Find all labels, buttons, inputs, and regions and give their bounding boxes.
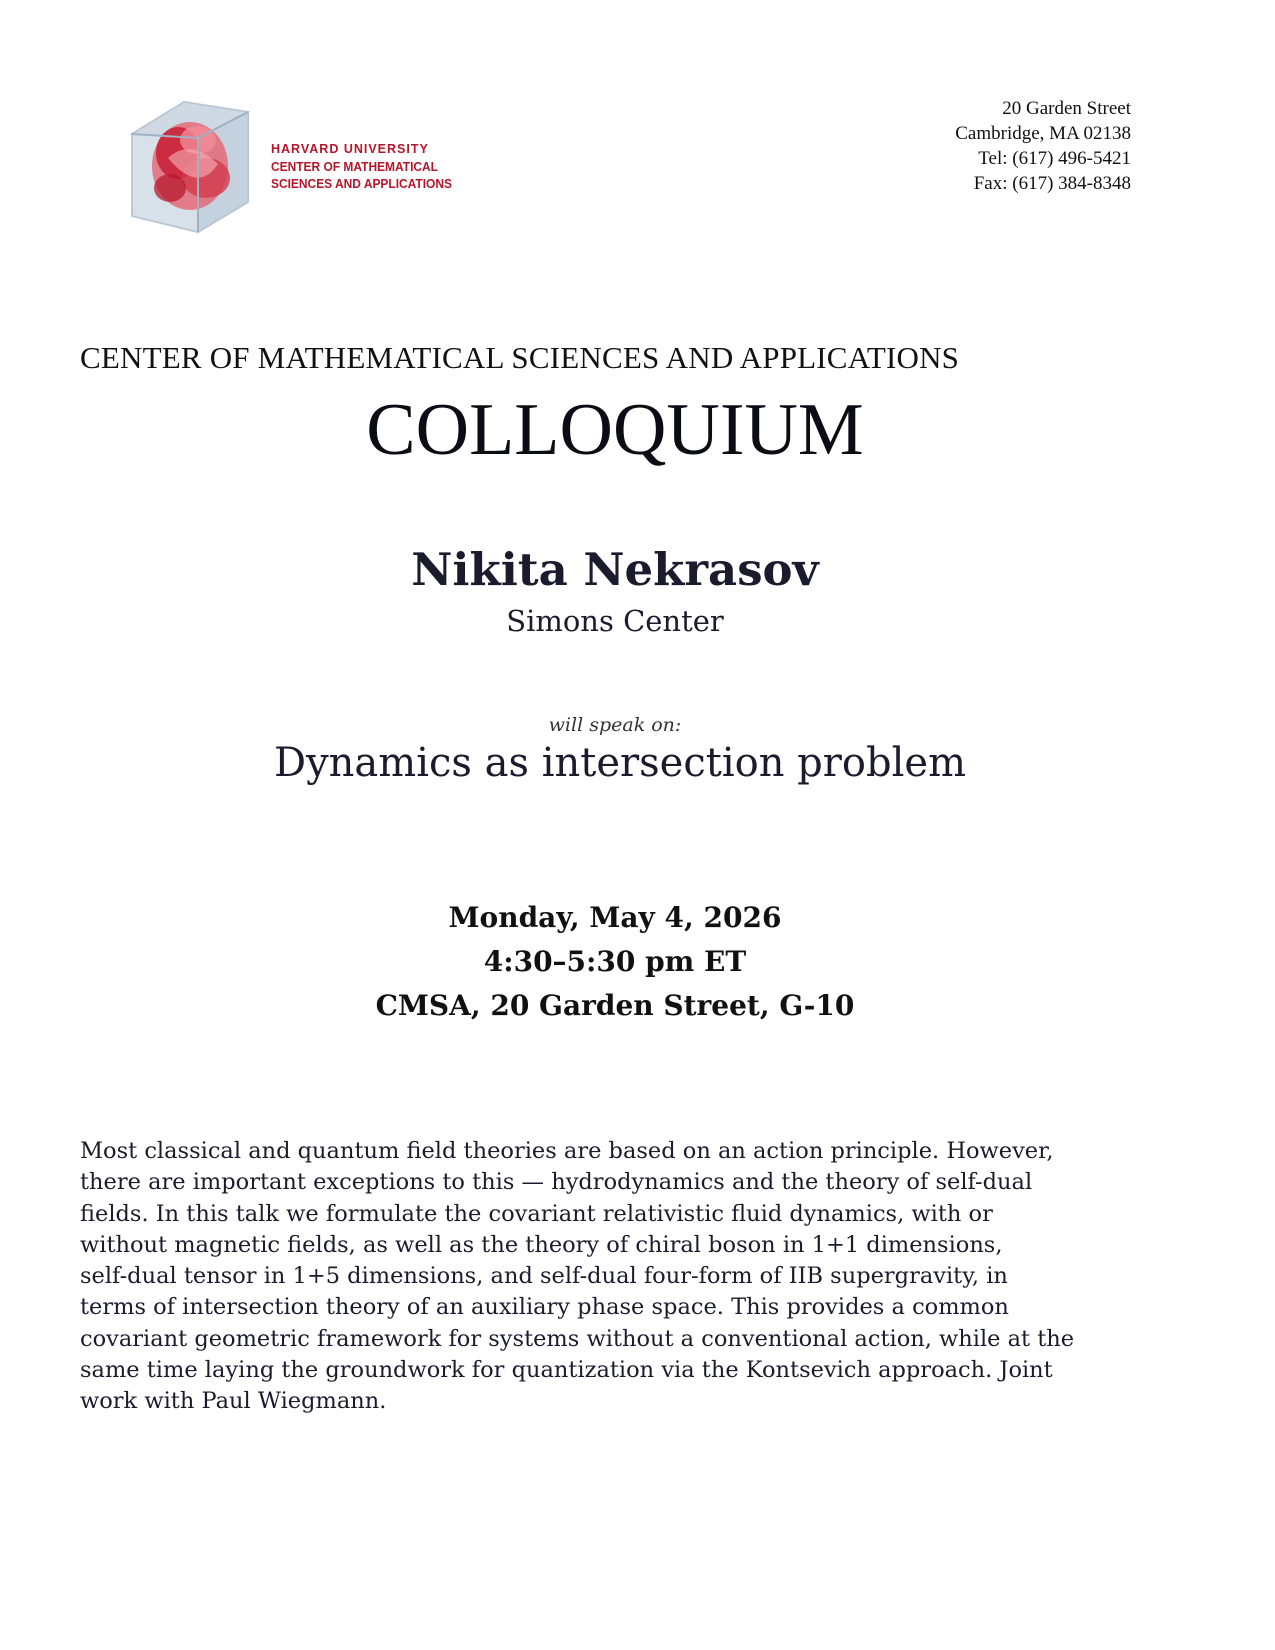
logo-text <box>271 141 468 192</box>
address-street: 20 Garden Street <box>1002 98 1131 119</box>
logo-line-2: CENTER OF MATHEMATICAL <box>271 159 438 174</box>
cmsa-cube-logo-icon <box>128 98 268 234</box>
abstract-line: terms of intersection theory of an auxiliary phase space. This provides a common <box>80 1294 1009 1321</box>
abstract-line: work with Paul Wiegmann. <box>80 1388 387 1415</box>
event-date: Monday, May 4, 2026 <box>448 901 782 934</box>
logo-line-3: SCIENCES AND APPLICATIONS <box>271 176 452 191</box>
abstract-line: fields. In this talk we formulate the covariant relativistic fluid dynamics, with or <box>80 1200 993 1227</box>
abstract-line: covariant geometric framework for systems without a conventional action, while at the <box>80 1325 1075 1352</box>
logo-line-1: HARVARD UNIVERSITY <box>271 142 429 156</box>
address-city: Cambridge, MA 02138 <box>955 123 1131 144</box>
will-speak-on: will speak on: <box>548 714 682 736</box>
event-details <box>0 896 1230 1028</box>
talk-title: Dynamics as intersection problem <box>274 740 966 786</box>
address-tel: Tel: (617) 496-5421 <box>978 148 1131 169</box>
abstract-line: Most classical and quantum field theories are based on an action principle. However, <box>80 1138 1054 1164</box>
center-name: CENTER OF MATHEMATICAL SCIENCES AND APPLICATIONS <box>80 340 960 375</box>
speaker-affiliation: Simons Center <box>506 604 724 638</box>
abstract-line: self-dual tensor in 1+5 dimensions, and self-dual four-form of IIB supergravity, in <box>80 1263 1008 1290</box>
address-block <box>955 96 1131 196</box>
speaker-name: Nikita Nekrasov <box>411 543 819 596</box>
abstract-line: without magnetic fields, as well as the theory of chiral boson in 1+1 dimensions, <box>80 1231 1003 1258</box>
abstract-line: there are important exceptions to this — hydrodynamics and the theory of self-dual <box>80 1169 1033 1196</box>
abstract-line: same time laying the groundwork for quantization via the Kontsevich approach. Joint <box>80 1357 1053 1384</box>
event-type-heading: COLLOQUIUM <box>366 389 864 471</box>
abstract <box>80 1136 1160 1418</box>
cmsa-logo <box>128 98 452 234</box>
event-time: 4:30–5:30 pm ET <box>483 945 747 978</box>
event-location: CMSA, 20 Garden Street, G-10 <box>375 989 855 1022</box>
address-fax: Fax: (617) 384-8348 <box>973 173 1131 194</box>
